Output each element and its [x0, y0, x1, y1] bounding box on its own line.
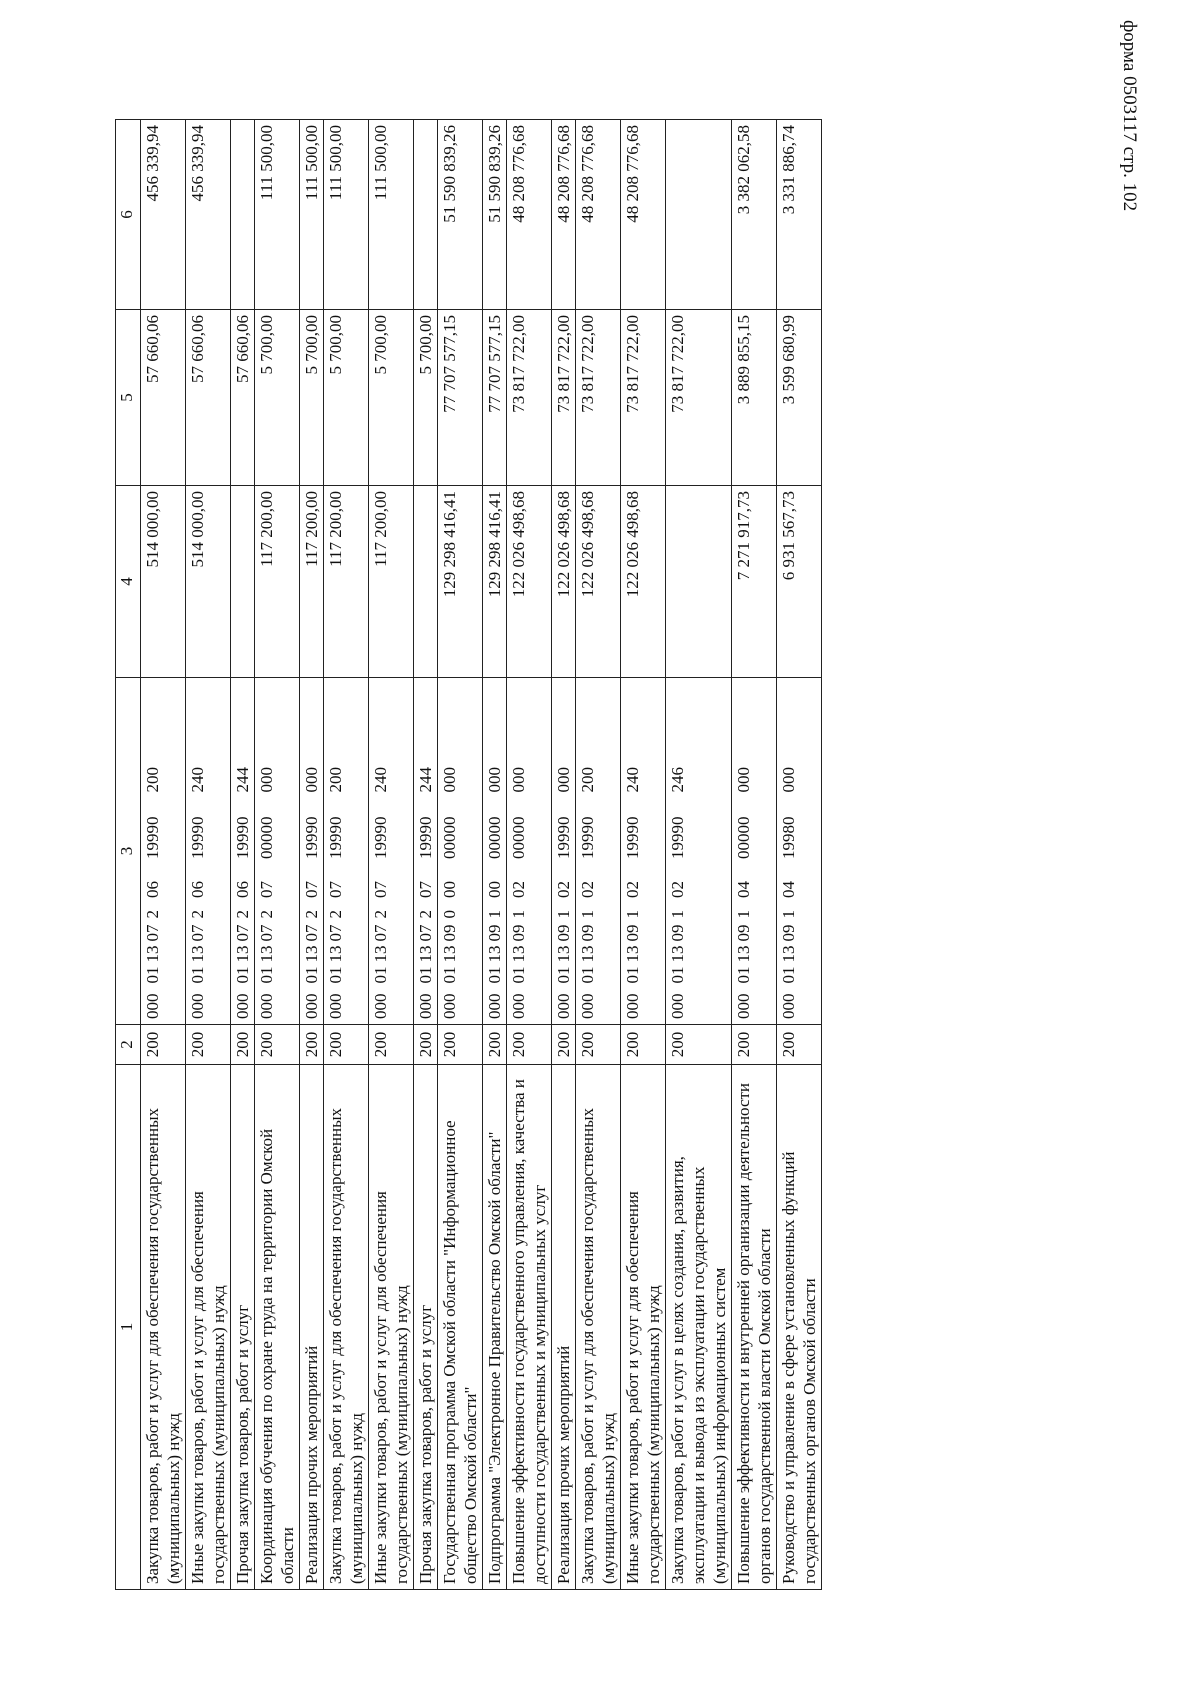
code-part: 09	[485, 924, 504, 942]
code-part: 01	[509, 966, 528, 984]
code-part: 000	[623, 993, 642, 1019]
row-classification-code	[186, 678, 231, 1025]
code-part: 13	[257, 945, 276, 963]
row-unexecuted	[666, 120, 732, 310]
code-part: 13	[188, 945, 207, 963]
code-part: 01	[416, 966, 435, 984]
row-classification-code	[369, 678, 414, 1025]
code-part: 00000	[509, 816, 528, 859]
row-line-code: 200	[255, 1025, 300, 1065]
row-approved: 122 026 498,68	[507, 486, 552, 678]
row-approved: 514 000,00	[186, 486, 231, 678]
code-part: 2	[188, 910, 207, 919]
code-part: 04	[734, 881, 753, 898]
row-line-code: 200	[414, 1025, 438, 1065]
row-unexecuted: 48 208 776,68	[576, 120, 621, 310]
row-unexecuted: 48 208 776,68	[552, 120, 576, 310]
row-approved: 117 200,00	[369, 486, 414, 678]
code-part: 00000	[257, 816, 276, 859]
code-part: 01	[257, 966, 276, 984]
row-unexecuted: 51 590 839,26	[438, 120, 483, 310]
code-part: 200	[326, 767, 345, 793]
code-part: 02	[509, 881, 528, 898]
row-classification-code	[621, 678, 666, 1025]
code-part: 000	[257, 767, 276, 793]
code-part: 09	[779, 924, 798, 942]
row-line-code: 200	[300, 1025, 324, 1065]
code-part: 2	[233, 910, 252, 919]
row-unexecuted: 111 500,00	[369, 120, 414, 310]
header-col-4: 4	[116, 486, 141, 678]
row-name: Реализация прочих мероприятий	[300, 1065, 324, 1590]
row-classification-code	[231, 678, 255, 1025]
code-part: 1	[779, 910, 798, 919]
row-line-code: 200	[141, 1025, 186, 1065]
code-part: 000	[734, 767, 753, 793]
code-part: 00000	[734, 816, 753, 859]
row-executed: 73 817 722,00	[666, 310, 732, 486]
row-line-code: 200	[369, 1025, 414, 1065]
code-part: 07	[416, 924, 435, 942]
code-part: 19990	[302, 816, 321, 859]
code-part: 000	[302, 767, 321, 793]
code-part: 000	[416, 993, 435, 1019]
code-part: 000	[326, 993, 345, 1019]
code-part: 07	[257, 924, 276, 942]
code-part: 01	[623, 966, 642, 984]
row-line-code: 200	[732, 1025, 777, 1065]
row-classification-code	[255, 678, 300, 1025]
code-part: 09	[440, 924, 459, 942]
form-label: форма 0503117 стр. 102	[1119, 20, 1140, 212]
code-part: 01	[554, 966, 573, 984]
row-classification-code	[300, 678, 324, 1025]
table-row	[324, 120, 369, 1590]
row-unexecuted	[231, 120, 255, 310]
code-part: 01	[734, 966, 753, 984]
header-col-1: 1	[116, 1065, 141, 1590]
code-part: 19990	[416, 816, 435, 859]
code-part: 00	[485, 881, 504, 898]
table-row	[507, 120, 552, 1590]
code-part: 01	[779, 966, 798, 984]
code-part: 13	[485, 945, 504, 963]
code-part: 1	[623, 910, 642, 919]
code-part: 07	[326, 881, 345, 898]
code-part: 07	[188, 924, 207, 942]
row-name: Закупка товаров, работ и услуг в целях создания, развития, эксплуатации и вывода из эксплуатации государственных (муниципальных) информационных систем	[666, 1065, 732, 1590]
row-approved: 122 026 498,68	[621, 486, 666, 678]
code-part: 07	[302, 924, 321, 942]
code-part: 01	[371, 966, 390, 984]
row-approved: 122 026 498,68	[576, 486, 621, 678]
code-part: 02	[578, 881, 597, 898]
code-part: 2	[371, 910, 390, 919]
row-name: Прочая закупка товаров, работ и услуг	[231, 1065, 255, 1590]
code-part: 09	[668, 924, 687, 942]
row-executed: 77 707 577,15	[438, 310, 483, 486]
row-approved: 129 298 416,41	[438, 486, 483, 678]
code-part: 19990	[326, 816, 345, 859]
code-part: 000	[668, 993, 687, 1019]
row-name: Координация обучения по охране труда на территории Омской области	[255, 1065, 300, 1590]
code-part: 13	[668, 945, 687, 963]
row-executed: 73 817 722,00	[507, 310, 552, 486]
table-header	[116, 120, 141, 1590]
code-part: 19990	[623, 816, 642, 859]
code-part: 09	[578, 924, 597, 942]
row-approved: 117 200,00	[324, 486, 369, 678]
row-line-code: 200	[552, 1025, 576, 1065]
row-line-code: 200	[324, 1025, 369, 1065]
header-row	[116, 120, 141, 1590]
code-part: 00000	[485, 816, 504, 859]
row-unexecuted: 3 382 062,58	[732, 120, 777, 310]
row-line-code: 200	[621, 1025, 666, 1065]
row-executed: 5 700,00	[300, 310, 324, 486]
row-executed: 57 660,06	[141, 310, 186, 486]
code-part: 01	[578, 966, 597, 984]
code-part: 000	[578, 993, 597, 1019]
code-part: 000	[554, 993, 573, 1019]
code-part: 09	[554, 924, 573, 942]
code-part: 07	[371, 924, 390, 942]
code-part: 244	[233, 767, 252, 793]
code-part: 000	[440, 767, 459, 793]
row-unexecuted: 3 331 886,74	[777, 120, 822, 310]
row-classification-code	[438, 678, 483, 1025]
code-part: 01	[326, 966, 345, 984]
code-part: 07	[143, 924, 162, 942]
code-part: 246	[668, 767, 687, 793]
code-part: 13	[302, 945, 321, 963]
row-executed: 5 700,00	[414, 310, 438, 486]
code-part: 01	[233, 966, 252, 984]
code-part: 00	[440, 881, 459, 898]
table-row	[438, 120, 483, 1590]
code-part: 13	[734, 945, 753, 963]
code-part: 06	[143, 881, 162, 898]
row-classification-code	[576, 678, 621, 1025]
code-part: 04	[779, 881, 798, 898]
row-line-code: 200	[483, 1025, 507, 1065]
table-row	[552, 120, 576, 1590]
row-name: Реализация прочих мероприятий	[552, 1065, 576, 1590]
row-classification-code	[414, 678, 438, 1025]
code-part: 13	[143, 945, 162, 963]
table-row	[732, 120, 777, 1590]
row-unexecuted: 456 339,94	[141, 120, 186, 310]
row-approved	[666, 486, 732, 678]
row-name: Иные закупки товаров, работ и услуг для обеспечения государственных (муниципальных) нужд	[621, 1065, 666, 1590]
code-part: 000	[485, 993, 504, 1019]
table-row	[186, 120, 231, 1590]
code-part: 13	[326, 945, 345, 963]
code-part: 19990	[233, 816, 252, 859]
code-part: 01	[302, 966, 321, 984]
row-approved: 7 271 917,73	[732, 486, 777, 678]
code-part: 13	[440, 945, 459, 963]
code-part: 1	[668, 910, 687, 919]
code-part: 07	[371, 881, 390, 898]
row-approved: 117 200,00	[255, 486, 300, 678]
row-line-code: 200	[777, 1025, 822, 1065]
row-approved: 514 000,00	[141, 486, 186, 678]
table-row	[777, 120, 822, 1590]
table-row	[666, 120, 732, 1590]
row-unexecuted: 48 208 776,68	[507, 120, 552, 310]
row-executed: 73 817 722,00	[552, 310, 576, 486]
row-classification-code	[732, 678, 777, 1025]
code-part: 01	[668, 966, 687, 984]
row-executed: 57 660,06	[186, 310, 231, 486]
code-part: 000	[509, 767, 528, 793]
row-name: Прочая закупка товаров, работ и услуг	[414, 1065, 438, 1590]
row-unexecuted	[414, 120, 438, 310]
row-name: Подпрограмма "Электронное Правительство Омской области"	[483, 1065, 507, 1590]
row-approved: 6 931 567,73	[777, 486, 822, 678]
row-classification-code	[324, 678, 369, 1025]
code-part: 0	[440, 910, 459, 919]
budget-table	[115, 119, 822, 1590]
row-unexecuted: 51 590 839,26	[483, 120, 507, 310]
code-part: 01	[188, 966, 207, 984]
code-part: 13	[416, 945, 435, 963]
row-line-code: 200	[507, 1025, 552, 1065]
row-approved: 117 200,00	[300, 486, 324, 678]
code-part: 200	[143, 767, 162, 793]
code-part: 2	[302, 910, 321, 919]
code-part: 13	[779, 945, 798, 963]
row-name: Иные закупки товаров, работ и услуг для обеспечения государственных (муниципальных) нужд	[186, 1065, 231, 1590]
table-body	[141, 120, 822, 1590]
row-approved: 129 298 416,41	[483, 486, 507, 678]
row-name: Повышение эффективности и внутренней организации деятельности органов государственной власти Омской области	[732, 1065, 777, 1590]
code-part: 19990	[578, 816, 597, 859]
code-part: 000	[440, 993, 459, 1019]
row-executed: 73 817 722,00	[576, 310, 621, 486]
code-part: 19990	[554, 816, 573, 859]
row-name: Закупка товаров, работ и услуг для обеспечения государственных (муниципальных) нужд	[576, 1065, 621, 1590]
code-part: 01	[143, 966, 162, 984]
row-unexecuted: 111 500,00	[300, 120, 324, 310]
code-part: 240	[371, 767, 390, 793]
code-part: 1	[734, 910, 753, 919]
row-classification-code	[507, 678, 552, 1025]
code-part: 13	[578, 945, 597, 963]
row-classification-code	[666, 678, 732, 1025]
code-part: 13	[623, 945, 642, 963]
code-part: 07	[302, 881, 321, 898]
table-row	[369, 120, 414, 1590]
code-part: 240	[623, 767, 642, 793]
row-executed: 5 700,00	[324, 310, 369, 486]
code-part: 13	[509, 945, 528, 963]
code-part: 19990	[143, 816, 162, 859]
code-part: 02	[668, 881, 687, 898]
table-row	[231, 120, 255, 1590]
code-part: 000	[188, 993, 207, 1019]
row-executed: 73 817 722,00	[621, 310, 666, 486]
table-row	[621, 120, 666, 1590]
table-row	[576, 120, 621, 1590]
code-part: 07	[326, 924, 345, 942]
code-part: 09	[623, 924, 642, 942]
row-unexecuted: 111 500,00	[255, 120, 300, 310]
row-executed: 3 599 680,99	[777, 310, 822, 486]
row-classification-code	[483, 678, 507, 1025]
code-part: 000	[302, 993, 321, 1019]
row-name: Государственная программа Омской области "Информационное общество Омской области"	[438, 1065, 483, 1590]
row-classification-code	[552, 678, 576, 1025]
row-name: Закупка товаров, работ и услуг для обеспечения государственных (муниципальных) нужд	[141, 1065, 186, 1590]
header-col-2: 2	[116, 1025, 141, 1065]
code-part: 01	[440, 966, 459, 984]
row-approved	[414, 486, 438, 678]
code-part: 1	[509, 910, 528, 919]
code-part: 13	[554, 945, 573, 963]
code-part: 00000	[440, 816, 459, 859]
row-executed: 5 700,00	[255, 310, 300, 486]
code-part: 02	[554, 881, 573, 898]
code-part: 06	[233, 881, 252, 898]
row-approved: 122 026 498,68	[552, 486, 576, 678]
row-unexecuted: 111 500,00	[324, 120, 369, 310]
row-executed: 3 889 855,15	[732, 310, 777, 486]
code-part: 000	[485, 767, 504, 793]
code-part: 2	[143, 910, 162, 919]
table-row	[255, 120, 300, 1590]
table-row	[483, 120, 507, 1590]
code-part: 000	[779, 767, 798, 793]
code-part: 2	[257, 910, 276, 919]
row-unexecuted: 456 339,94	[186, 120, 231, 310]
code-part: 000	[257, 993, 276, 1019]
header-col-3: 3	[116, 678, 141, 1025]
table-row	[141, 120, 186, 1590]
header-col-6: 6	[116, 120, 141, 310]
code-part: 02	[623, 881, 642, 898]
code-part: 13	[371, 945, 390, 963]
code-part: 06	[188, 881, 207, 898]
code-part: 000	[143, 993, 162, 1019]
code-part: 13	[233, 945, 252, 963]
table-row	[300, 120, 324, 1590]
code-part: 200	[578, 767, 597, 793]
row-approved	[231, 486, 255, 678]
code-part: 244	[416, 767, 435, 793]
row-line-code: 200	[438, 1025, 483, 1065]
code-part: 000	[509, 993, 528, 1019]
code-part: 09	[509, 924, 528, 942]
row-line-code: 200	[231, 1025, 255, 1065]
row-unexecuted: 48 208 776,68	[621, 120, 666, 310]
code-part: 01	[485, 966, 504, 984]
code-part: 19990	[188, 816, 207, 859]
row-executed: 57 660,06	[231, 310, 255, 486]
code-part: 19980	[779, 816, 798, 859]
row-line-code: 200	[186, 1025, 231, 1065]
code-part: 240	[188, 767, 207, 793]
code-part: 000	[554, 767, 573, 793]
row-name: Закупка товаров, работ и услуг для обеспечения государственных (муниципальных) нужд	[324, 1065, 369, 1590]
code-part: 1	[485, 910, 504, 919]
code-part: 000	[734, 993, 753, 1019]
code-part: 07	[257, 881, 276, 898]
code-part: 09	[734, 924, 753, 942]
code-part: 2	[416, 910, 435, 919]
rotated-table-container	[115, 120, 1085, 1590]
row-executed: 5 700,00	[369, 310, 414, 486]
code-part: 000	[371, 993, 390, 1019]
row-name: Руководство и управление в сфере установленных функций государственных органов Омской области	[777, 1065, 822, 1590]
row-name: Повышение эффективности государственного управления, качества и доступности государственных и муниципальных услуг	[507, 1065, 552, 1590]
header-col-5: 5	[116, 310, 141, 486]
code-part: 07	[416, 881, 435, 898]
code-part: 1	[578, 910, 597, 919]
code-part: 2	[326, 910, 345, 919]
row-classification-code	[777, 678, 822, 1025]
code-part: 19990	[668, 816, 687, 859]
code-part: 1	[554, 910, 573, 919]
row-line-code: 200	[666, 1025, 732, 1065]
code-part: 19990	[371, 816, 390, 859]
table-row	[414, 120, 438, 1590]
row-name: Иные закупки товаров, работ и услуг для обеспечения государственных (муниципальных) нужд	[369, 1065, 414, 1590]
row-line-code: 200	[576, 1025, 621, 1065]
code-part: 000	[233, 993, 252, 1019]
row-executed: 77 707 577,15	[483, 310, 507, 486]
code-part: 000	[779, 993, 798, 1019]
row-classification-code	[141, 678, 186, 1025]
code-part: 07	[233, 924, 252, 942]
